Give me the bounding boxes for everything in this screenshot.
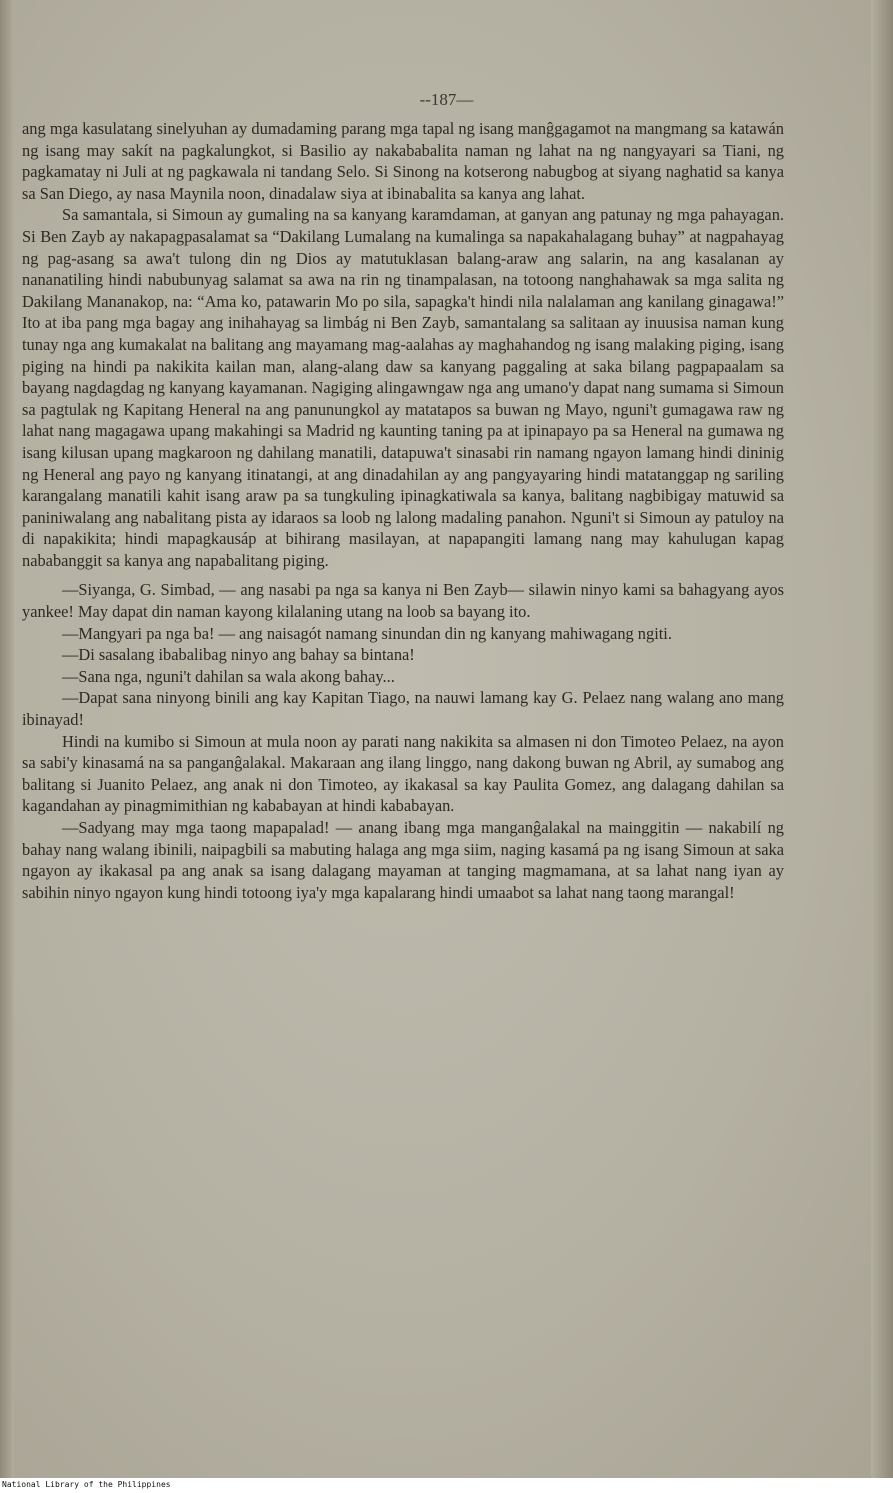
page-right-edge — [871, 0, 893, 1478]
footer-bar — [0, 1478, 893, 1493]
paragraph: —Sadyang may mga taong mapapalad! — anang ibang mga manganĝalakal na mainggitin — nakabilí ng bahay nang walang ibinili, naipagbili sa mabuting halaga ang mga siim, naging kasamá pa ng isang Simoun at saka ngayon ay ikakasal pa ang anak sa isang dalagang mayaman at tanging magmamana, at sa lahat nang iyan ay sabihin ninyo ngayon kung hindi totoong iya'y mga kapalarang hindi umaabot sa lahat nang taong marangal! — [22, 818, 784, 902]
library-credit: National Library of the Philippines — [2, 1480, 171, 1489]
paragraph: ang mga kasulatang sinelyuhan ay dumadaming parang mga tapal ng isang manĝgagamot na mangmang sa katawán ng isang may sakít na pagkalungkot, si Basilio ay nakababalita naman ng lahat na ng nangyayari sa Tiani, ng pagkamatay ni Juli at ng pagkawala ni tandang Selo. Si Sinong na kotserong nabugbog at siyang naghatid sa kanya sa San Diego, ay nasa Maynila noon, dinadalaw siya at ibinabalita sa kanya ang lahat. — [22, 119, 784, 203]
paragraph: —Dapat sana ninyong binili ang kay Kapitan Tiago, na nauwi lamang kay G. Pelaez nang walang ano mang ibinayad! — [22, 688, 784, 730]
paragraph: —Mangyari pa nga ba! — ang naisagót namang sinundan din ng kanyang mahiwagang ngiti. — [62, 623, 672, 643]
paragraph: —Di sasalang ibabalibag ninyo ang bahay sa bintana! — [62, 645, 415, 665]
page-left-edge — [0, 0, 14, 1478]
page-number: --187— — [419, 90, 474, 109]
paragraph: Sa samantala, si Simoun ay gumaling na sa kanyang karamdaman, at ganyan ang patunay ng mga pahayagan. Si Ben Zayb ay nakapagpasalamat sa “Dakilang Lumalang na kumalinga sa napakahalagang buhay” at nagpahayag ng pag-asang sa awa't tulong din ng Dios ay matutuklasan balang-araw ang salarin, na ang kasalanan ay nananatiling hindi nabubunyag salamat sa awa na rin ng tinampalasan, na totoong nanghahawak sa mga salita ng Dakilang Mananakop, na: “Ama ko, patawarin Mo po sila, sapagka't hindi nila nalalaman ang kanilang ginagawa!” Ito at iba pang mga bagay ang inihahayag sa limbág ni Ben Zayb, samantalang sa salitaan ay inuusisa naman kung tunay nga ang kumakalat na balitang ang mayamang mag-aalahas ay maghahandog ng isang malaking piging, isang piging na hindi pa nakikita kailan man, alang-alang daw sa kanyang paggaling at saka bilang pagpapaalam sa bayang nagdagdag ng kanyang kayamanan. Nagiging alingawngaw nga ang umano'y dapat nang sumama si Simoun sa pagtulak ng Kapitang Heneral na ang panunungkol ay matatapos sa buwan ng Mayo, nguni't gumagawa raw ng lahat nang magagawa upang makahingi sa Madrid ng kaunting taning pa at ipinapayo pa sa Heneral na gumawa ng isang kilusan upang magkaroon ng dahilang manatili, datapuwa't sinasabi rin namang ngayon lamang hindi dininig ng Heneral ang payo ng kanyang itinatangi, at ang dinadahilan ay ang pangyayaring hindi matatanggap ng sariling karangalang manatili kahit isang araw pa sa tungkuling ipinagkatiwala sa kanya, balitang nagbibigay matuwid sa paniniwalang ang nabalitang pista ay idaraos sa loob ng lalong madaling panahon. Nguni't si Simoun ay patuloy na di napakikita; hindi mapagkausáp at bihirang masilayan, at napapangiti lamang nang may kahulugan kapag nababanggit sa kanya ang napabalitang piging. — [22, 205, 784, 570]
paragraph: Hindi na kumibo si Simoun at mula noon ay parati nang nakikita sa almasen ni don Timoteo Pelaez, na ayon sa sabi'y kinasamá na sa panganĝalakal. Makaraan ang ilang linggo, nang dakong buwan ng Abril, ay sumabog ang balitang si Juanito Pelaez, ang anak ni don Timoteo, ay ikakasal sa kay Paulita Gomez, ang dalagang dahilan sa kagandahan ay pinagmimithian ng kababayan at hindi kababayan. — [22, 731, 784, 816]
body-text — [22, 118, 784, 903]
paragraph: —Siyanga, G. Simbad, — ang nasabi pa nga sa kanya ni Ben Zayb— silawin ninyo kami sa bahagyang ayos yankee! May dapat din naman kayong kilalaning utang na loob sa bayang ito. — [22, 580, 784, 622]
paragraph: —Sana nga, nguni't dahilan sa wala akong bahay... — [62, 666, 395, 686]
